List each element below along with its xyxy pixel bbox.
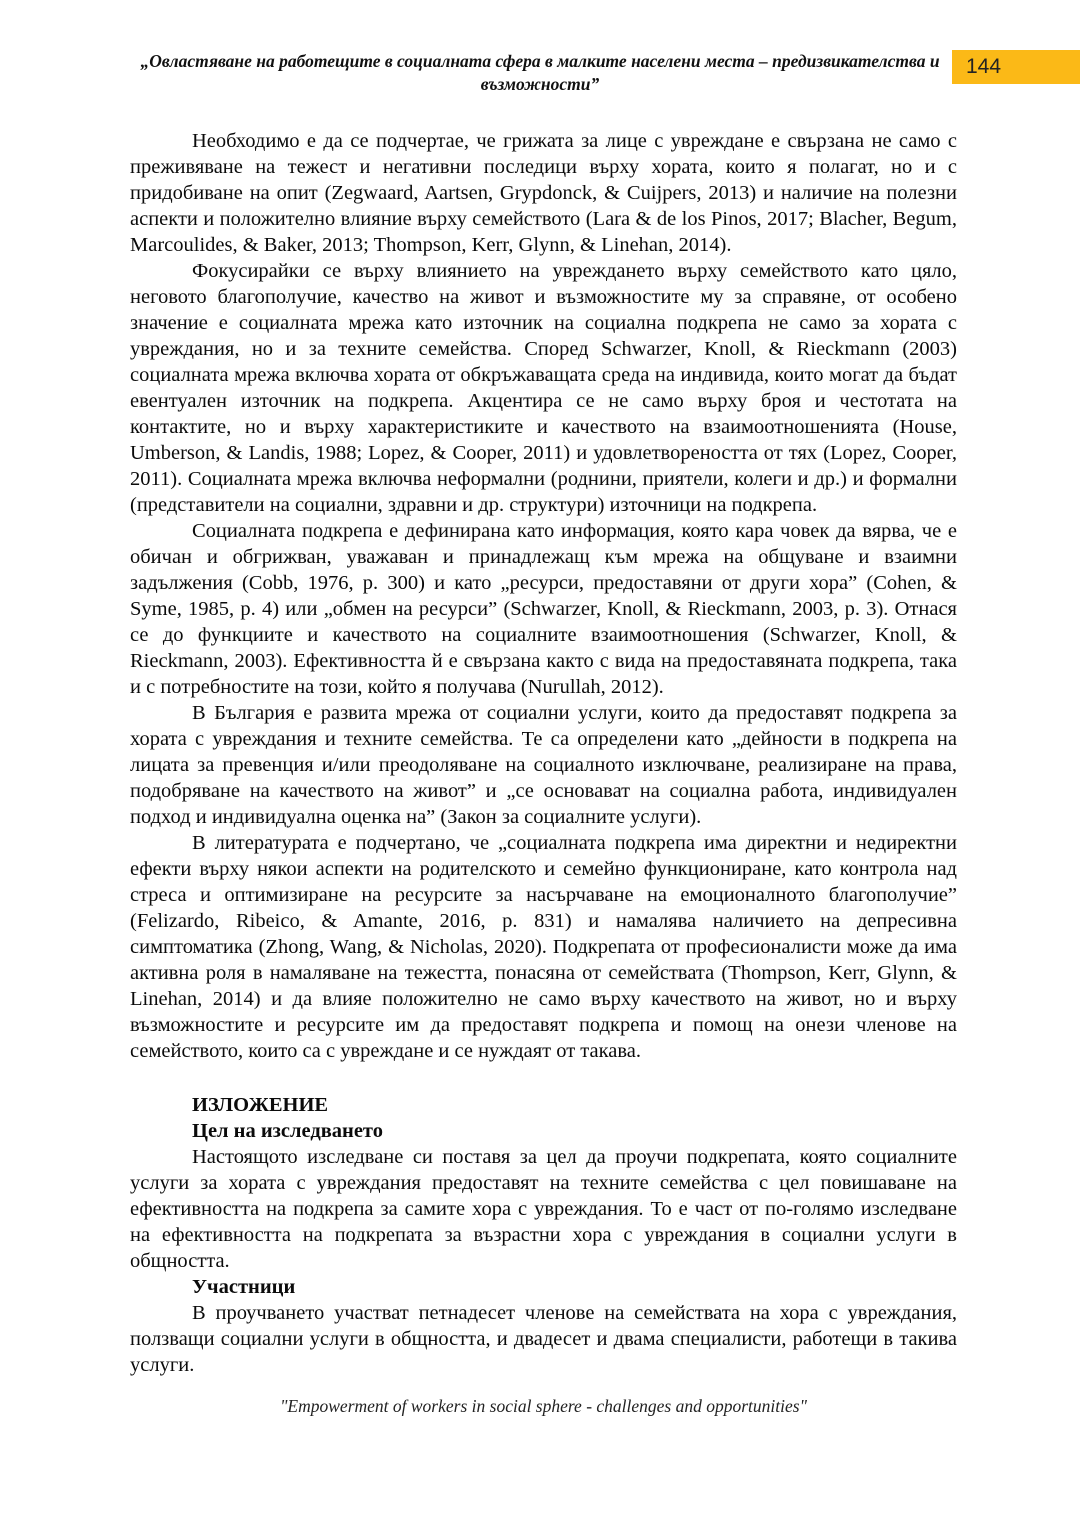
paragraph-participants: В проучването участват петнадесет членове на семействата на хора с увреждания, ползващи социални услуги в общността, и двадесет и двама специалисти, работещи в такива услуги. bbox=[130, 1302, 957, 1376]
running-footer-title: "Empowerment of workers in social sphere - challenges and opportunities" bbox=[280, 1396, 807, 1416]
page-number-badge: 144 bbox=[952, 50, 1080, 84]
paragraph-study-goal: Настоящото изследване си поставя за цел да проучи подкрепата, която социалните услуги за хората с увреждания предоставят на техните семейства с цел повишаване на ефективността на подкрепа за самите хора с увреждания. То е част от по-голямо изследване на ефективността на подкрепата за възрастни хора с увреждания в социални услуги в общността. bbox=[130, 1146, 957, 1272]
paragraph-social-network: Фокусирайки се върху влиянието на увреждането върху семейството като цяло, неговото благополучие, качество на живот и възможностите му за справяне, от особено значение е социалната мрежа като източник на социална подкрепа не само за хората с увреждания, но и за техните семейства. Според Schwarzer, Knoll, & Rieckmann (2003) социалната мрежа включва хората от обкръжаващата среда на индивида, които могат да бъдат евентуален източник на подкрепа. Акцентира се не само върху броя и честотата на контактите, но и върху характеристиките и качеството на взаимоотношенията (House, Umberson, & Landis, 1988; Lopez, & Cooper, 2011) и удовлетвореността от тях (Lopez, Cooper, 2011). Социалната мрежа включва неформални (роднини, приятели, колеги и др.) и формални (представители на социални, здравни и др. структури) източници на подкрепа. bbox=[130, 260, 957, 516]
paragraph-social-support-definition: Социалната подкрепа е дефинирана като информация, която кара човек да вярва, че е обичан и обгрижван, уважаван и принадлежащ към мрежа на общуване и взаимни задължения (Cobb, 1976, p. 300) и като „ресурси, предоставяни от други хора” (Cohen, & Syme, 1985, p. 4) или „обмен на ресурси” (Schwarzer, Knoll, & Rieckmann, 2003, p. 3). Отнася се до функциите и качеството на социалните взаимоотношения (Schwarzer, Knoll, & Rieckmann, 2003). Ефективността й е свързана както с вида на предоставяната подкрепа, така и с потребностите на този, който я получава (Nurullah, 2012). bbox=[130, 520, 957, 698]
paragraph-bulgaria-services: В България е развита мрежа от социални услуги, които да предоставят подкрепа за хората с увреждания и техните семейства. Те са определени като „дейности в подкрепа на лицата за превенция и/или преодоляване на социалното изключване, реализиране на права, подобряване на качеството на живот” и „се основават на социална работа, индивидуален подход и индивидуална оценка на” (Закон за социалните услуги). bbox=[130, 702, 957, 828]
section-heading-exposition: ИЗЛОЖЕНИЕ bbox=[192, 1094, 329, 1116]
subsection-heading-goal: Цел на изследването bbox=[192, 1120, 383, 1142]
article-body bbox=[130, 128, 957, 1378]
paragraph-intro-care: Необходимо е да се подчертае, че грижата за лице с увреждане е свързана не само с преживяване на тежест и негативни последици върху хората, които я полагат, но и с придобиване на опит (Zegwaard, Aartsen, Grypdonck, & Cuijpers, 2013) и наличие на полезни аспекти и положително влияние върху семейството (Lara & de los Pinos, 2017; Blacher, Begum, Marcoulides, & Baker, 2013; Thompson, Kerr, Glynn, & Linehan, 2014). bbox=[130, 130, 957, 256]
paragraph-literature-effects: В литературата е подчертано, че „социалната подкрепа има директни и недиректни ефекти върху някои аспекти на родителското и семейно функциониране, като контрола над стреса и оптимизиране на ресурсите за насърчаване на емоционалното благополучие” (Felizardo, Ribeico, & Amante, 2016, p. 831) и намалява наличието на депресивна симптоматика (Zhong, Wang, & Nicholas, 2020). Подкрепата от професионалисти може да има активна роля в намаляване на тежестта, понасяна от семействата (Thompson, Kerr, Glynn, & Linehan, 2014) и да влияе положително не само върху качеството на живот, но и върху възможностите и ресурсите им да предоставят подкрепа и помощ на онези членове на семейството, които са с увреждане и се нуждаят от такава. bbox=[130, 832, 957, 1062]
subsection-heading-participants: Участници bbox=[192, 1276, 296, 1298]
running-header-title: „Овластяване на работещите в социалната сфера в малките населени места – предизвикателства и възможности” bbox=[140, 51, 940, 94]
